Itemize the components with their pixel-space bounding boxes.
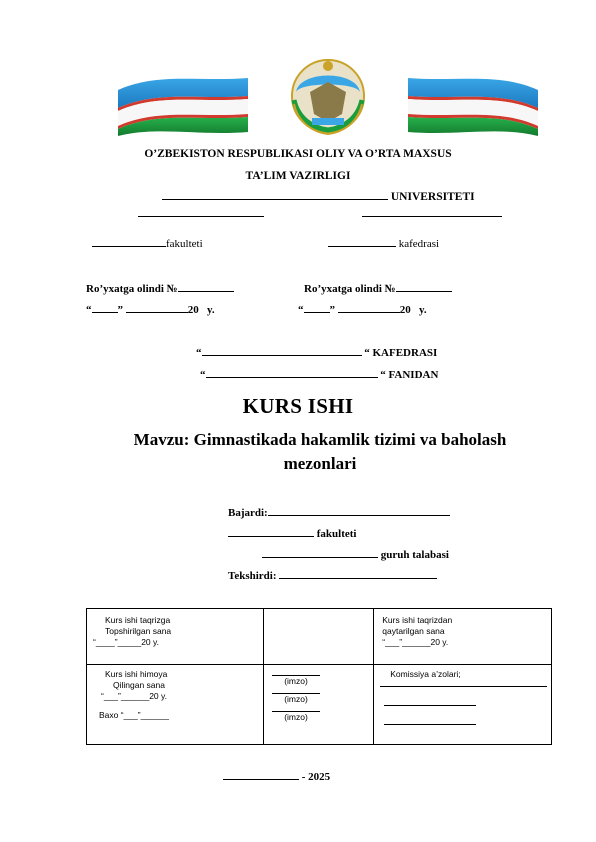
fan-blank[interactable] xyxy=(206,367,378,378)
document-title: KURS ISHI xyxy=(242,394,354,418)
month-blank[interactable] xyxy=(126,302,188,313)
registration-left xyxy=(86,281,234,295)
empty-cell xyxy=(264,609,374,665)
registration-left-date xyxy=(86,302,215,316)
university-line xyxy=(162,189,475,203)
faculty-blank[interactable] xyxy=(92,236,166,247)
commission-cell xyxy=(374,665,552,745)
return-line-1: Kurs ishi taqrizdan xyxy=(382,615,453,625)
review-table xyxy=(86,608,552,745)
quote-open: “ xyxy=(196,347,202,359)
quote-open: “ xyxy=(298,304,304,316)
defense-cell xyxy=(87,665,264,745)
document-topic: Mavzu: Gimnastikada hakamlik tizimi va baholash mezonlari xyxy=(133,430,507,473)
performer-faculty-blank[interactable] xyxy=(228,526,314,537)
return-cell xyxy=(374,609,552,665)
signature-blank-1[interactable] xyxy=(272,669,320,676)
defense-line-2: Qilingan sana xyxy=(113,680,165,690)
checker-label: Tekshirdi: xyxy=(228,570,277,582)
department-blank[interactable] xyxy=(328,236,396,247)
performer-line xyxy=(228,505,450,519)
return-line-2: qaytarilgan sana xyxy=(382,626,445,636)
performer-faculty-line xyxy=(228,526,356,540)
signature-blank-2[interactable] xyxy=(272,687,320,694)
day-blank[interactable] xyxy=(92,302,118,313)
year-suffix: y. xyxy=(419,304,427,316)
registration-right-label: Ro’yxatga olindi № xyxy=(304,283,396,295)
signature-label-3: (imzo) xyxy=(284,712,308,722)
checker-line xyxy=(228,568,437,582)
ministry-line-2: TA’LIM VAZIRLIGI xyxy=(245,170,351,182)
state-emblem-flag-banner xyxy=(118,52,538,136)
commission-line-3[interactable] xyxy=(384,724,476,725)
defense-line-1: Kurs ishi himoya xyxy=(105,669,168,679)
performer-blank[interactable] xyxy=(268,505,450,516)
group-line xyxy=(262,547,449,561)
group-blank[interactable] xyxy=(262,547,378,558)
blank-line-left xyxy=(138,216,264,217)
university-name-blank[interactable] xyxy=(162,189,388,200)
registration-left-number-blank[interactable] xyxy=(178,281,234,292)
defense-date: “___”______20 y. xyxy=(101,691,168,701)
city-blank[interactable] xyxy=(223,769,299,780)
submission-cell xyxy=(87,609,264,665)
registration-right-date xyxy=(298,302,427,316)
university-label: UNIVERSITETI xyxy=(390,191,475,203)
performer-label: Bajardi: xyxy=(228,507,268,519)
submission-line-1: Kurs ishi taqrizga xyxy=(105,615,171,625)
signatures-cell xyxy=(264,665,374,745)
registration-right xyxy=(304,281,452,295)
quote-open: “ xyxy=(86,304,92,316)
year-prefix: 20 xyxy=(187,304,199,316)
quote-close: ” xyxy=(117,304,123,316)
commission-line-2[interactable] xyxy=(384,705,476,706)
performer-faculty-label: fakulteti xyxy=(316,528,357,540)
fan-line xyxy=(200,367,438,381)
signature-label-2: (imzo) xyxy=(284,694,308,704)
signature-blank-3[interactable] xyxy=(272,705,320,712)
registration-left-label: Ro’yxatga olindi № xyxy=(86,283,178,295)
department-label: kafedrasi xyxy=(398,238,440,250)
month-blank[interactable] xyxy=(338,302,400,313)
quote-open: “ xyxy=(200,369,206,381)
blank-line-right xyxy=(362,216,502,217)
fan-label: “ FANIDAN xyxy=(380,369,439,381)
return-date: “___”______20 y. xyxy=(382,637,449,647)
commission-line-1[interactable] xyxy=(380,686,547,687)
kafedra-blank[interactable] xyxy=(202,345,362,356)
kafedra-line xyxy=(196,345,437,359)
ministry-line-1: O’ZBEKISTON RESPUBLIKASI OLIY VA O’RTA MAXSUS xyxy=(144,148,452,160)
department-line xyxy=(328,236,439,250)
year-prefix: 20 xyxy=(399,304,411,316)
year-suffix: y. xyxy=(207,304,215,316)
submission-date: “____”_____20 y. xyxy=(93,637,160,647)
grade-line: Baxo “___”______ xyxy=(99,710,169,720)
footer-year: - 2025 xyxy=(301,771,331,783)
group-label: guruh talabasi xyxy=(380,549,449,561)
kafedra-label: “ KAFEDRASI xyxy=(364,347,438,359)
submission-line-2: Topshirilgan sana xyxy=(105,626,172,636)
registration-right-number-blank[interactable] xyxy=(396,281,452,292)
checker-blank[interactable] xyxy=(279,568,437,579)
faculty-label: fakulteti xyxy=(166,238,203,250)
footer-year-line xyxy=(223,769,330,783)
day-blank[interactable] xyxy=(304,302,330,313)
commission-label: Komissiya a’zolari; xyxy=(390,669,461,679)
signature-label-1: (imzo) xyxy=(284,676,308,686)
faculty-line xyxy=(92,236,203,250)
quote-close: ” xyxy=(329,304,335,316)
